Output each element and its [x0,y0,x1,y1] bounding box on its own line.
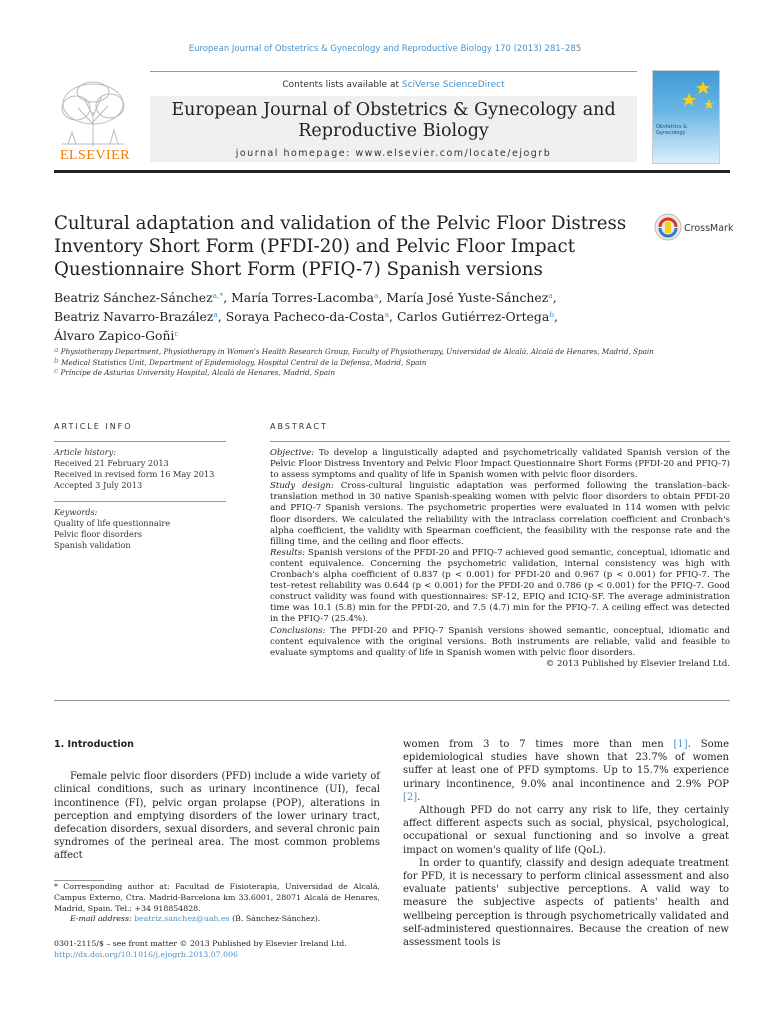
elsevier-tree-logo [54,78,132,148]
sciencedirect-link[interactable]: SciVerse ScienceDirect [401,80,505,90]
issn-line: 0301-2115/$ – see front matter © 2013 Published by Elsevier Ireland Ltd. [54,939,347,948]
abstract-rule [270,441,730,442]
corresponding-author-footnote [54,882,380,925]
running-head[interactable]: European Journal of Obstetrics & Gynecology and Reproductive Biology 170 (2013) 281–285 [188,44,582,54]
author-separator: , [217,309,226,324]
abstract-section-text: Cross-cultural linguistic adaptation was performed following the translation–back-translation method in 30 native Spanish-speaking women with pelvic floor disorders to obtain PFDI-20 and PFIQ-7 Spanish versions. The psychometric properties were evaluated in 114 women with pelvic floor disorders. We calculated the reliability with the intraclass correlation coefficient and Cronbach's alpha coefficient, the validity with Spearman coefficient, the feasibility with the response rate and the filling time, and the ceiling and floor effects. [270,481,731,547]
author-affil-mark: b [549,310,555,319]
body-paragraph: Although PFD do not carry any risk to life, they certainly affect different aspects such as social, physical, psychological, occupational or sexual functioning and so involve a great impact on women's quality of life (QoL). [403,805,729,856]
body-paragraph: In order to quantify, classify and design adequate treatment for PFD, it is necessary to perform clinical assessment and also evaluate patients' subjective perceptions. A valid way to measure the subjective aspects of patients' health and wellbeing perception is through psychometrically validated and self-administered questionnaires. Because the creation of new assessment tools is [403,857,729,949]
section-divider [54,700,730,701]
crossmark-icon[interactable] [654,213,682,241]
citation-link[interactable]: [2] [403,791,418,803]
abstract-body [270,448,730,670]
front-matter [54,938,380,960]
cover-text: Obstetrics & Gynecology [656,124,687,136]
keywords-label: Keywords: [54,507,98,517]
abstract-section [270,548,730,626]
header-top-rule [150,71,637,72]
author-name[interactable]: María Torres-Lacomba [231,290,374,305]
keyword: Spanish validation [54,540,131,550]
citation-link[interactable]: [1] [673,739,688,750]
body-text: . [417,791,421,803]
author-affil-mark: a [548,291,553,300]
body-text: . Some epidemiological studies have shown that 23.7% of women suffer at least one of PFD symptoms. Up to 15.7% experience urinary incontinence, 9.0% anal incontinence and 2.9% POP [403,739,729,790]
author-name[interactable]: Carlos Gutiérrez-Ortega [396,309,550,324]
affiliation [54,347,730,358]
affiliation-mark: c [54,366,59,375]
history-item: Accepted 3 July 2013 [54,480,143,490]
footnote-rule [54,880,104,881]
author-affil-mark: a [373,291,379,300]
homepage-prefix: journal homepage: [235,148,356,159]
author-affil-mark: c [174,329,179,338]
doi-link[interactable]: http://dx.doi.org/10.1016/j.ejogrb.2013.07.006 [54,950,239,959]
abstract-copyright: © 2013 Published by Elsevier Ireland Ltd. [545,658,730,669]
body-paragraph [403,738,729,804]
footnote-text: * Corresponding author at: Facultad de Fisioterapia, Universidad de Alcalá, Campus Externo, Ctra. Madrid-Barcelona km 33.6001, 28071 Alcalá de Henares, Madrid, Spain. Tel.: +34 918854828. [54,882,380,913]
homepage-url[interactable]: www.elsevier.com/locate/ejogrb [355,148,552,159]
abstract-section-text: Spanish versions of the PFDI-20 and PFIQ-7 achieved good semantic, conceptual, idiomatic and content equivalence. Concerning the psychometric validation, internal consistency was high with Cronbach's alpha coefficient of 0.837 (p < 0.001) for PFDI-20 and 0.967 (p < 0.001) for PFIQ-7. The test–retest reliability was 0.644 (p < 0.001) for the PFDI-20 and 0.786 (p < 0.001) for the PFIQ-7. Good construct validity was found with questionnaires: SF-12, EPIQ and ICIQ-SF. The average administration time was 10.1 (5.8) min for the PFDI-20, and 7.5 (4.7) min for the PFIQ-7. A ceiling effect was detected in the PFIQ-7 (25.4%). [270,547,730,625]
journal-homepage [150,148,637,159]
author-affil-mark: a [384,310,390,319]
abstract-section [270,626,730,659]
abstract-section-label: Study design: [270,481,334,492]
author-separator: , [389,309,397,324]
author-list [54,288,730,345]
author-affil-mark: a,* [212,291,224,300]
author-affil-mark: a [213,310,218,319]
article-title: Cultural adaptation and validation of the Pelvic Floor Distress Inventory Short Form (PFDI-20) and Pelvic Floor Impact Questionnaire Short Form (PFIQ-7) Spanish versions [54,213,627,280]
history-label: Article history: [54,447,116,457]
author-separator: , [552,290,557,305]
cover-stars-graphic [653,71,719,121]
history-item: Received in revised form 16 May 2013 [54,469,215,479]
affiliation [54,355,730,369]
crossmark-label[interactable]: CrossMark [684,223,734,234]
keyword: Quality of life questionnaire [54,518,171,528]
email-label: E-mail address: [70,914,135,924]
abstract-section-text: The PFDI-20 and PFIQ-7 Spanish versions showed semantic, conceptual, idiomatic and content equivalence with the original versions. Both instruments are reliable, valid and feasible to evaluate symptoms and quality of life in Spanish women with pelvic floor disorders. [270,625,730,658]
article-info-rule [54,441,226,442]
abstract-section [270,448,730,481]
journal-title: European Journal of Obstetrics & Gynecology and Reproductive Biology [171,100,616,141]
abstract-section-label: Results: [270,547,306,558]
affiliation [54,368,730,379]
affiliation-text: Príncipe de Asturias University Hospital, Alcalá de Henares, Madrid, Spain [60,368,335,377]
header-bottom-rule [54,170,730,173]
author-separator: , [378,290,387,305]
author-name[interactable]: Soraya Pacheco-da-Costa [225,309,385,324]
keyword: Pelvic floor disorders [54,529,142,539]
affiliation-text: Physiotherapy Department, Physiotherapy in Women's Health Research Group, Faculty of Physiotherapy, Universidad de Alcalá, Alcalá de Henares, Madrid, Spain [60,347,654,356]
abstract-section-text: To develop a linguistically adapted and psychometrically validated Spanish version of the Pelvic Floor Distress Inventory and Pelvic Floor Impact Questionnaire Short Forms (PFDI-20 and PFIQ-7) to assess symptoms and quality of life in Spanish women with pelvic floor disorders. [270,448,731,481]
journal-cover-image [652,70,720,164]
article-history [54,447,226,491]
contents-prefix: Contents lists available at [282,80,402,90]
body-left-column [54,738,380,863]
elsevier-logo-text: ELSEVIER [59,148,131,163]
email-link[interactable]: beatriz.sanchez@uah.es [134,914,230,924]
keywords-rule [54,501,226,502]
email-suffix: (B. Sánchez-Sánchez). [229,914,321,924]
author-name[interactable]: Álvaro Zapico-Goñi [54,328,175,343]
body-right-column [403,738,729,949]
affiliation-mark: a [54,345,59,354]
body-text: women from 3 to 7 times more than men [403,739,674,750]
author-name[interactable]: Beatriz Sánchez-Sánchez [54,290,213,305]
affiliation-text: Medical Statistics Unit, Department of Epidemiology, Hospital Central de la Defensa, Madrid, Spain [61,357,427,367]
history-item: Received 21 February 2013 [54,458,169,468]
keywords [54,507,226,551]
article-info-heading: ARTICLE INFO [54,422,133,431]
abstract-section-label: Conclusions: [270,625,326,636]
affiliation-mark: b [54,355,59,365]
body-paragraph: Female pelvic floor disorders (PFD) include a wide variety of clinical conditions, such as urinary incontinence (UI), fecal incontinence (FI), pelvic organ prolapse (POP), alterations in perception and emptying disorders of the lower urinary tract, defecation disorders, sexual disorders, and several chronic pain syndromes of the perineal area. The most common problems affect [54,771,380,862]
author-separator: , [223,290,232,305]
footnote-email-line [54,914,380,925]
abstract-section [270,481,730,548]
contents-line [150,80,637,90]
introduction-heading: 1. Introduction [54,739,134,750]
author-name[interactable]: Beatriz Navarro-Brazález [54,309,214,324]
abstract-heading: ABSTRACT [270,422,328,431]
author-name[interactable]: María José Yuste-Sánchez [386,290,549,305]
author-separator: , [554,309,558,324]
abstract-section-label: Objective: [270,448,315,458]
affiliations [54,347,730,379]
